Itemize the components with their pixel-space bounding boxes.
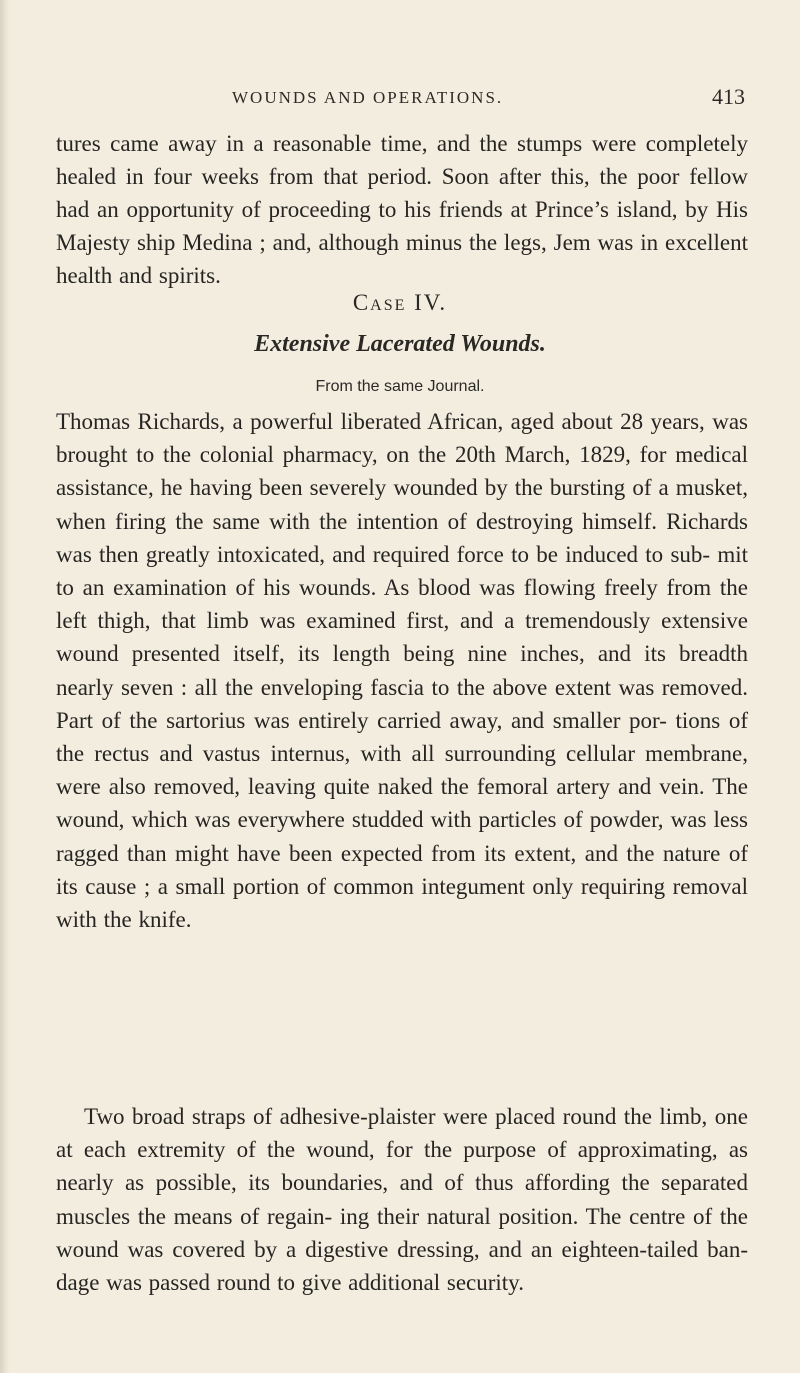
running-head: WOUNDS AND OPERATIONS. xyxy=(232,88,504,107)
final-paragraph xyxy=(56,1077,748,1322)
page-number: 413 xyxy=(712,84,745,109)
continuation-paragraph xyxy=(56,127,748,292)
case-title: Extensive Lacerated Wounds. xyxy=(254,331,546,357)
source-line: From the same Journal. xyxy=(315,378,485,395)
case-heading: Case IV. xyxy=(352,290,448,315)
final-text: Two broad straps of adhesive-plaister were placed round the limb, one at each extremity of the wound, for the purpose of approximating, as nearly as possible, its boundaries, and of thus affording the separated muscles the means of regain- ing their natural position. The centre of the wound was covered by a digestive dressing, and an eighteen-tailed ban- dage was passed round to give additional security. xyxy=(56,1104,748,1296)
continuation-text: tures came away in a reasonable time, and the stumps were completely healed in four weeks from that period. Soon after this, the poor fellow had an opportunity of proceeding to his friends at Prince’s island, by His Majesty ship Medina ; and, although minus the legs, Jem was in excellent health and spirits. xyxy=(56,131,748,288)
case-text: Thomas Richards, a powerful liberated African, aged about 28 years, was brought to the colonial pharmacy, on the 20th March, 1829, for medical assistance, he having been severely wounded by the bursting of a musket, when firing the same with the intention of destroying himself. Richards was then greatly intoxicated, and required force to be induced to sub- mit to an examination of his wounds. As blood was flowing freely from the left thigh, that limb was examined first, and a tremendously extensive wound presented itself, its length being nine inches, and its breadth nearly seven : all the enveloping fascia to the above extent was removed. Part of the sartorius was entirely carried away, and smaller por- tions of the rectus and vastus internus, with all surrounding cellular membrane, were also removed, leaving quite naked the femoral artery and vein. The wound, which was everywhere studded with particles of powder, was less ragged than might have been expected from its extent, and the nature of its cause ; a small portion of common integument only requiring removal with the knife. xyxy=(56,409,748,933)
page-edge-shadow xyxy=(0,0,10,1373)
case-paragraph xyxy=(56,405,748,936)
